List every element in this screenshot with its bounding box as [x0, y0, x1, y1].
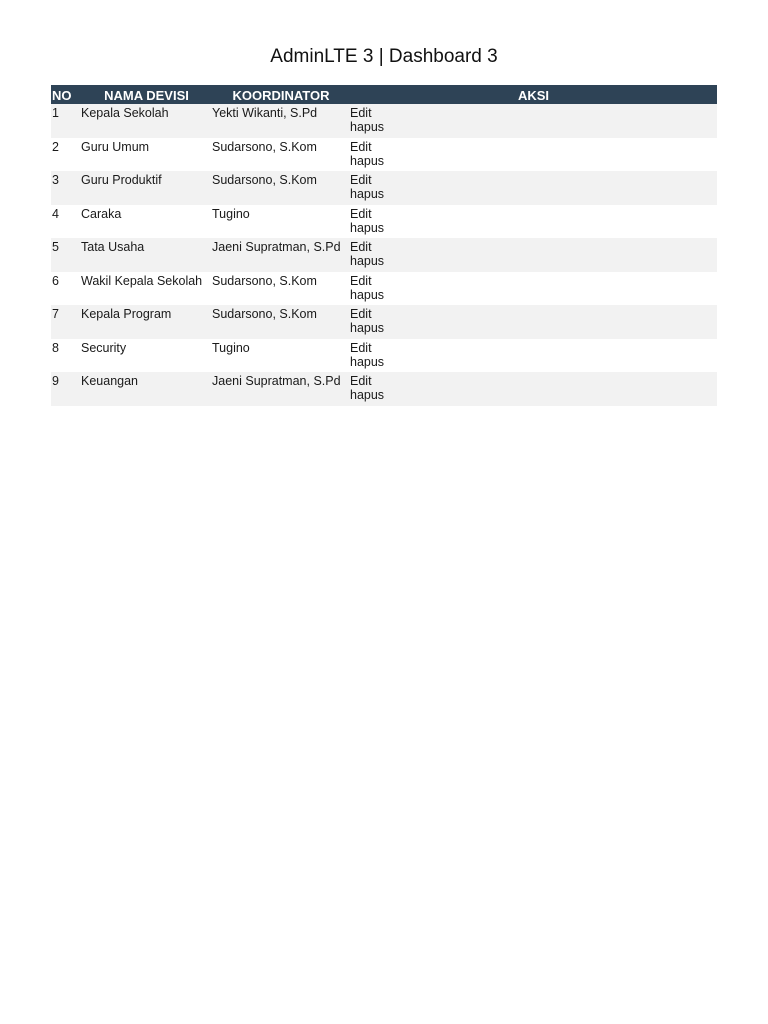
cell-nama-devisi: Kepala Program	[81, 307, 172, 321]
cell-no: 5	[52, 240, 59, 254]
cell-koordinator: Yekti Wikanti, S.Pd	[212, 106, 318, 120]
table-row	[51, 205, 717, 239]
table-body	[51, 104, 717, 406]
column-header-aksi: AKSI	[517, 87, 550, 103]
cell-aksi	[350, 272, 717, 306]
table-header-row	[51, 85, 717, 104]
edit-link[interactable]: Edit	[350, 307, 372, 321]
hapus-link[interactable]: hapus	[350, 388, 385, 402]
table-row	[51, 272, 717, 306]
table-row	[51, 305, 717, 339]
cell-koordinator: Tugino	[212, 340, 250, 355]
cell-aksi	[350, 305, 717, 339]
cell-aksi	[350, 238, 717, 272]
cell-nama-devisi: Kepala Sekolah	[81, 106, 169, 120]
cell-koordinator: Sudarsono, S.Kom	[212, 273, 317, 288]
page-title: AdminLTE 3 | Dashboard 3	[270, 46, 498, 67]
cell-no: 6	[52, 273, 59, 288]
cell-nama-devisi: Guru Umum	[81, 139, 150, 154]
cell-no: 7	[52, 307, 59, 321]
cell-no: 8	[52, 340, 59, 355]
edit-link[interactable]: Edit	[350, 240, 372, 254]
column-header-no: NO	[52, 87, 72, 103]
cell-no: 1	[52, 106, 59, 120]
cell-aksi	[350, 171, 717, 205]
cell-no: 4	[52, 206, 59, 221]
cell-nama-devisi: Security	[81, 340, 127, 355]
cell-aksi	[350, 339, 717, 373]
column-header-nama-devisi: NAMA DEVISI	[104, 87, 189, 103]
edit-link[interactable]: Edit	[350, 374, 372, 388]
column-header-koordinator: KOORDINATOR	[232, 87, 330, 103]
edit-link[interactable]: Edit	[350, 173, 372, 187]
hapus-link[interactable]: hapus	[350, 120, 385, 134]
hapus-link[interactable]: hapus	[350, 287, 385, 302]
hapus-link[interactable]: hapus	[350, 321, 385, 335]
edit-link[interactable]: Edit	[350, 106, 372, 120]
cell-nama-devisi: Guru Produktif	[81, 173, 162, 187]
cell-nama-devisi: Wakil Kepala Sekolah	[81, 273, 203, 288]
table-row	[51, 238, 717, 272]
table-row	[51, 138, 717, 172]
cell-koordinator: Jaeni Supratman, S.Pd	[212, 240, 341, 254]
cell-aksi	[350, 205, 717, 239]
cell-koordinator: Tugino	[212, 206, 250, 221]
cell-nama-devisi: Keuangan	[81, 374, 139, 388]
cell-no: 2	[52, 139, 59, 154]
edit-link[interactable]: Edit	[350, 139, 372, 154]
cell-aksi	[350, 104, 717, 138]
edit-link[interactable]: Edit	[350, 273, 372, 288]
cell-nama-devisi: Caraka	[81, 206, 122, 221]
cell-koordinator: Jaeni Supratman, S.Pd	[212, 374, 341, 388]
cell-no: 9	[52, 374, 59, 388]
table-row	[51, 171, 717, 205]
cell-aksi	[350, 372, 717, 406]
cell-koordinator: Sudarsono, S.Kom	[212, 139, 317, 154]
cell-koordinator: Sudarsono, S.Kom	[212, 173, 317, 187]
hapus-link[interactable]: hapus	[350, 153, 385, 168]
edit-link[interactable]: Edit	[350, 206, 372, 221]
hapus-link[interactable]: hapus	[350, 220, 385, 235]
table-header	[51, 85, 717, 104]
table-row	[51, 104, 717, 138]
cell-nama-devisi: Tata Usaha	[81, 240, 145, 254]
cell-no: 3	[52, 173, 59, 187]
table-row	[51, 339, 717, 373]
cell-koordinator: Sudarsono, S.Kom	[212, 307, 317, 321]
table-row	[51, 372, 717, 406]
edit-link[interactable]: Edit	[350, 340, 372, 355]
cell-aksi	[350, 138, 717, 172]
hapus-link[interactable]: hapus	[350, 354, 385, 369]
hapus-link[interactable]: hapus	[350, 254, 385, 268]
hapus-link[interactable]: hapus	[350, 187, 385, 201]
divisi-table	[51, 85, 717, 406]
